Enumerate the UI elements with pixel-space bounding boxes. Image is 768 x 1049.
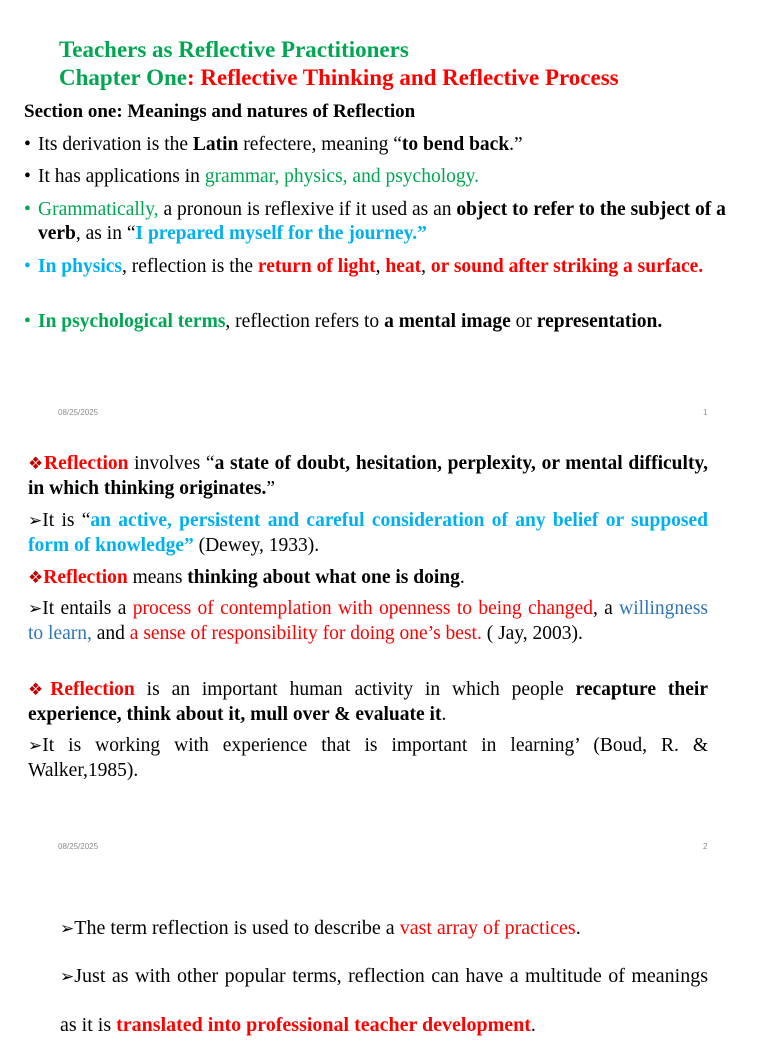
list-item <box>24 165 734 189</box>
list-item-text: Grammatically, a pronoun is reflexive if it used as an object to refer to the subject of a verb, as in “I prepared myself for the journey.” <box>38 199 726 244</box>
list-item-text: Its derivation is the Latin refectere, meaning “to bend back.” <box>38 134 523 155</box>
list-item-text: ❖Reflection means thinking about what one is doing. <box>28 567 465 588</box>
arrow-bullet-icon: ➢ <box>60 967 75 986</box>
page-number: 1 <box>703 408 708 417</box>
list-item <box>28 597 708 646</box>
list-item-text: ❖Reflection is an important human activity in which people recapture their experience, think about it, mull over & evaluate it. <box>28 679 708 725</box>
page-number: 2 <box>703 842 708 851</box>
slide-1 <box>0 0 768 430</box>
list-item-text: ❖Reflection involves “a state of doubt, hesitation, perplexity, or mental difficulty, in which thinking originates.” <box>28 453 708 499</box>
slide-2 <box>0 434 768 868</box>
diamond-bullet-icon: ❖ <box>28 568 44 587</box>
list-item <box>28 509 708 558</box>
list-item <box>28 678 708 727</box>
list-item-text: ➢It is working with experience that is important in learning’ (Boud, R. & Walker,1985). <box>28 735 708 781</box>
bullet-icon: • <box>24 311 31 332</box>
list-item <box>60 952 708 1049</box>
slide-3 <box>0 868 768 1036</box>
bullet-icon: • <box>24 199 31 220</box>
bullet-icon: • <box>24 166 31 187</box>
arrow-bullet-icon: ➢ <box>28 599 43 618</box>
bullet-icon: • <box>24 256 31 277</box>
diamond-bullet-icon: ❖ <box>28 680 51 699</box>
list-item-text: In physics, reflection is the return of light, heat, or sound after striking a surface. <box>38 256 704 277</box>
footer-date: 08/25/2025 <box>58 842 99 851</box>
section-heading: Section one: Meanings and natures of Reflection <box>24 101 416 122</box>
list-item-text: In psychological terms, reflection refers to a mental image or representation. <box>38 311 663 332</box>
diamond-bullet-icon: ❖ <box>28 454 45 473</box>
list-item-text: ➢It is “an active, persistent and careful consideration of any belief or supposed form of knowledge” (Dewey, 1933). <box>28 510 709 556</box>
chapter-name: : Reflective Thinking and Reflective Process <box>187 65 619 90</box>
chapter-label: Chapter One <box>59 65 187 90</box>
arrow-bullet-icon: ➢ <box>28 511 43 530</box>
list-item-text: ➢Just as with other popular terms, reflection can have a multitude of meanings as it is translated into professional teacher development. <box>60 965 708 1036</box>
list-item-text: ➢It entails a process of contemplation with openness to being changed, a willingness to learn, and a sense of responsibility for doing one’s best. ( Jay, 2003). <box>28 598 709 644</box>
chapter-title <box>59 64 619 92</box>
list-item <box>28 452 708 501</box>
list-item <box>24 310 734 334</box>
list-item <box>28 566 708 591</box>
footer-date: 08/25/2025 <box>58 408 99 417</box>
slide-title: Teachers as Reflective Practitioners <box>59 37 409 62</box>
list-item-text: It has applications in grammar, physics, and psychology. <box>38 166 479 187</box>
list-item <box>28 734 708 783</box>
list-item <box>60 904 708 953</box>
list-item <box>24 198 734 246</box>
list-item-text: ➢The term reflection is used to describe a vast array of practices. <box>60 917 581 939</box>
arrow-bullet-icon: ➢ <box>28 736 43 755</box>
list-item <box>24 255 734 279</box>
arrow-bullet-icon: ➢ <box>60 919 75 938</box>
bullet-icon: • <box>24 134 31 155</box>
list-item <box>24 133 734 157</box>
